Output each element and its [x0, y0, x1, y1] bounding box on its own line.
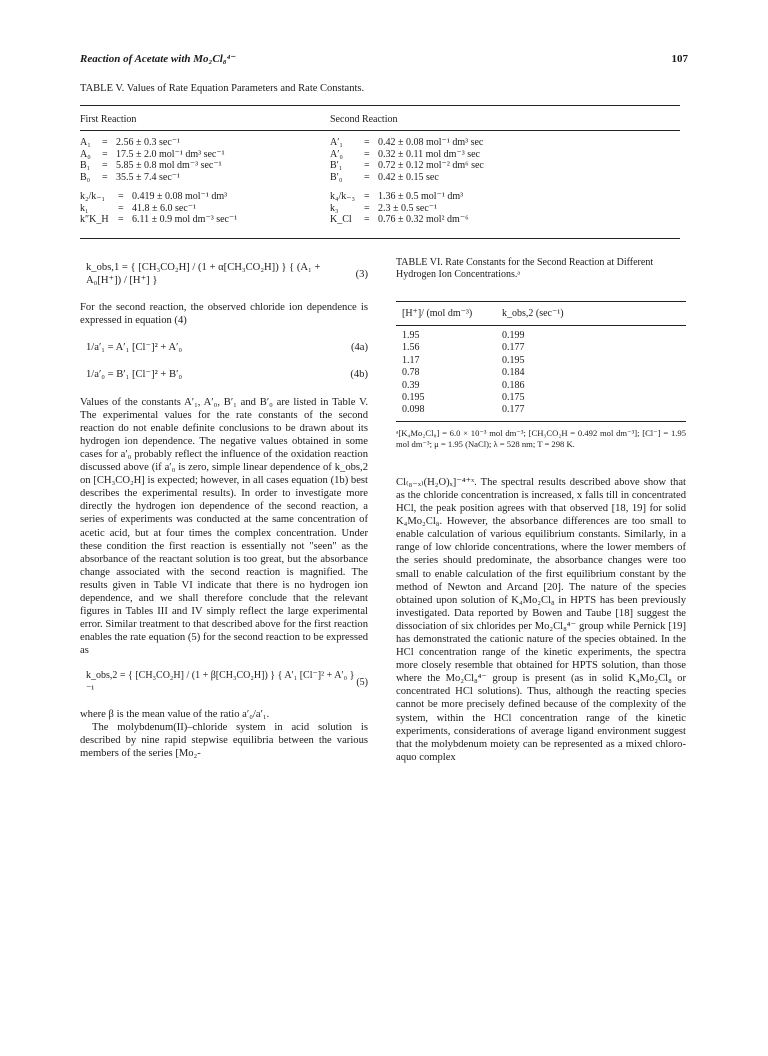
- paragraph: where β is the mean value of the ratio a′₀/a′₁.: [80, 708, 270, 720]
- table5-row: B′₁ = 0.72 ± 0.12 mol⁻² dm⁶ sec: [330, 160, 484, 171]
- equation-3: k_obs,1 = { [CH₃CO₂H] / (1 + α[CH₃CO₂H]) } { (A₁ + A₀[H⁺]) / [H⁺] } (3): [86, 262, 368, 287]
- paragraph: Cl₍₈₋ₓ₎(H₂O)ₓ]⁻⁴⁺ˣ. The spectral results described above show that as the chloride concentration is increased, x falls till in concentrated HCl, the peak position agrees with that observed [18, 19] for solid K₄Mo₂Cl₈. However, the absorbance differences are too small to enable calculation of various equilibrium constants. Similarly, in a range of low chloride concentrations, where the lower members of the series should predominate, the absorbance changes were too small to enable calculation of the first equilibrium constant by the method of Newton and Arcand [20]. The nature of the species obtained upon solution of K₄Mo₂Cl₈ in HPTS has been previously investigated. Data reported by Bowen and Taube [18] suggest the dissociation of six chlorides per Mo₂Cl₈⁴⁻ group while Pernick [19] has demonstrated the cationic nature of the species obtained. In the HCl concentration range of the kinetic experiments, the spectra more closely resemble that obtained for HPTS solution, than those where the Mo₂Cl₈⁴⁻ group is present (as in solid K₄Mo₂Cl₈ or concentrated HCl solutions). Thus, although the reacting species cannot be more precisely defined because of the complexity of the system, within the HCl concentration range of the kinetic experiments, considerations of average ligand environment suggest that the molybdenum moiety can be represented as a mixed chloro-aquo complex: [396, 476, 686, 763]
- table5-row: k₁ = 41.8 ± 6.0 sec⁻¹: [80, 202, 197, 214]
- table5-row: B₀ = 35.5 ± 7.4 sec⁻¹: [80, 171, 181, 183]
- table6-caption: TABLE VI. Rate Constants for the Second Reaction at Different Hydrogen Ion Concentrations.ᵃ: [396, 257, 654, 280]
- table5-row: B′₀ = 0.42 ± 0.15 sec: [330, 171, 439, 183]
- table5-first-reaction: [80, 137, 330, 234]
- table5-header: [80, 106, 680, 131]
- equation-4a: 1/a′₁ = A′₁ [Cl⁻]² + A′₀ (4a): [86, 342, 368, 354]
- table5-row: K_Cl = 0.76 ± 0.32 mol² dm⁻⁶: [330, 214, 469, 225]
- paragraph: The molybdenum(II)–chloride system in acid solution is described by nine rapid stepwise equilibria between the various members of the series [Mo₂-: [80, 721, 368, 759]
- table5-row: k″K_H = 6.11 ± 0.9 mol dm⁻³ sec⁻¹: [80, 214, 238, 225]
- equation-4b: 1/a′₀ = B′₁ [Cl⁻]² + B′₀ (4b): [86, 369, 368, 381]
- running-title: Reaction of Acetate with Mo₂Cl₈⁴⁻: [80, 53, 237, 65]
- table5-row: k₃ = 2.3 ± 0.5 sec⁻¹: [330, 202, 438, 214]
- table-row: 0.39 0.186: [402, 379, 525, 391]
- table6: [396, 301, 686, 422]
- table-row: 1.17 0.195: [402, 354, 525, 366]
- table6-footnote: ᵃ[K₄Mo₂Cl₈] = 6.0 × 10⁻³ mol dm⁻³; [CH₃CO₂H = 0.492 mol dm⁻³]; [Cl⁻] = 1.95 mol dm⁻³; μ = 1.95 (NaCl); λ = 528 nm; T = 298 K.: [396, 427, 686, 449]
- table6-header: [396, 302, 686, 326]
- running-head: [80, 52, 688, 65]
- table5-row: A₁ = 2.56 ± 0.3 sec⁻¹: [80, 137, 181, 148]
- paragraph: For the second reaction, the observed chloride ion dependence is expressed in equation (4): [80, 302, 368, 327]
- table5-header-first: First Reaction: [80, 114, 137, 125]
- table5-second-reaction: [330, 137, 660, 234]
- table6-header-h: [H⁺]/ (mol dm⁻³): [402, 308, 473, 319]
- table5-header-second: Second Reaction: [330, 114, 398, 125]
- left-column: [80, 255, 368, 760]
- table5: [80, 105, 680, 239]
- table6-header-k: k_obs,2 (sec⁻¹): [502, 308, 564, 319]
- table5-row: A′₁ = 0.42 ± 0.08 mol⁻¹ dm³ sec: [330, 137, 484, 148]
- table5-row: B₁ = 5.85 ± 0.8 mol dm⁻³ sec⁻¹: [80, 160, 222, 171]
- table-row: 1.95 0.199: [402, 330, 525, 341]
- table5-row: A₀ = 17.5 ± 2.0 mol⁻¹ dm³ sec⁻¹: [80, 148, 225, 160]
- table-row: 0.195 0.175: [402, 392, 525, 404]
- table5-caption: TABLE V. Values of Rate Equation Parameters and Rate Constants.: [80, 83, 365, 94]
- table5-row: k₂/k₋₁ = 0.419 ± 0.08 mol⁻¹ dm³: [80, 191, 228, 202]
- paragraph: Values of the constants A′₁, A′₀, B′₁ and B′₀ are listed in Table V. The experimental values for the rate constants of the second reaction do not enable definite conclusions to be drawn about its hydrogen ion dependence. The negative values obtained in some cases for a′₀ probably reflect the influence of the oxidation reaction discussed above (if a′₀ is zero, simple linear dependence of k_obs,2 on [CH₃CO₂H] is expected; however, in all cases equation (1b) best describes the experimental results). In order to investigate more directly the hydrogen ion dependence of the second reaction, a series of experiments was conducted at the same concentration of acetic acid, but at four times the complex concentration. Under these condition the first reaction is essentially not "seen" as the absorbance of the reactant solution is too great, but the absorbance change associated with the second reaction is magnified. The results given in Table VI indicate that there is no hydrogen ion dependence, and we shall therefore conclude that the relevant figures in Tables III and IV simply reflect the large experimental error. Similar treatment to that described above for the first reaction enables the rate equation (5) for the second reaction to be expressed as: [80, 396, 368, 657]
- table5-row: k₄/k₋₃ = 1.36 ± 0.5 mol⁻¹ dm³: [330, 191, 464, 202]
- table-row: 1.56 0.177: [402, 342, 525, 354]
- right-column: [396, 255, 686, 764]
- table-row: 0.098 0.177: [402, 404, 525, 416]
- table-row: 0.78 0.184: [402, 367, 525, 379]
- table5-row: A′₀ = 0.32 ± 0.11 mol dm⁻³ sec: [330, 148, 480, 160]
- equation-5: k_obs,2 = { [CH₃CO₂H] / (1 + β[CH₃CO₂H]) } { A′₁ [Cl⁻]² + A′₀ }⁻¹ (5): [86, 670, 368, 695]
- page-number: 107: [671, 53, 688, 65]
